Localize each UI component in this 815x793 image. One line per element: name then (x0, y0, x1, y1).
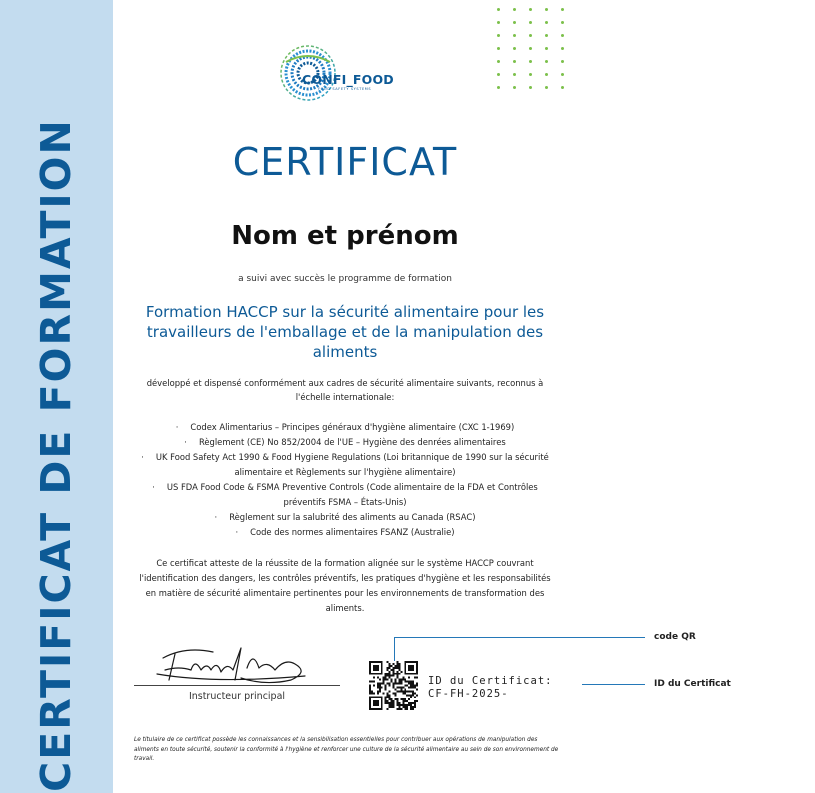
decorative-dot (545, 21, 548, 24)
qr-callout-label: code QR (654, 632, 696, 642)
frameworks-list (140, 420, 550, 540)
decorative-dot (545, 47, 548, 50)
qr-callout-line-vertical (394, 637, 395, 661)
certificate-id-label: ID du Certificat: (428, 675, 553, 687)
instructor-signature (155, 640, 315, 688)
decorative-dot (561, 47, 564, 50)
framework-item: · Codex Alimentarius – Principes généraux d'hygiène alimentaire (CXC 1-1969) (140, 420, 550, 435)
decorative-dot (497, 73, 500, 76)
decorative-dot (529, 21, 532, 24)
qr-code (369, 661, 418, 710)
decorative-dot (545, 60, 548, 63)
decorative-dot (545, 86, 548, 89)
decorative-dot (497, 86, 500, 89)
framework-item: · Règlement (CE) No 852/2004 de l'UE – Hygiène des denrées alimentaires (140, 435, 550, 450)
logo-brand-text: CONFI_FOOD (302, 72, 394, 87)
decorative-dot (497, 60, 500, 63)
signature-role-label: Instructeur principal (188, 691, 286, 702)
decorative-dot (513, 86, 516, 89)
decorative-dot (545, 73, 548, 76)
decorative-dot (497, 8, 500, 11)
decorative-dot (561, 34, 564, 37)
decorative-dot (561, 8, 564, 11)
decorative-dot (513, 47, 516, 50)
id-callout-label: ID du Certificat (654, 679, 731, 689)
framework-item: · US FDA Food Code & FSMA Preventive Controls (Code alimentaire de la FDA et Contrôles préventifs FSMA – États-Unis) (140, 480, 550, 510)
signature-line (134, 685, 340, 686)
program-title: Formation HACCP sur la sécurité alimentaire pour les travailleurs de l'emballage et de la manipulation des aliments (145, 303, 545, 361)
frameworks-intro: développé et dispensé conformément aux cadres de sécurité alimentaire suivants, reconnus à l'échelle internationale: (146, 378, 544, 402)
qr-callout-line (394, 637, 645, 638)
decorative-dot (529, 86, 532, 89)
decorative-dot (561, 86, 564, 89)
certification-statement: Ce certificat atteste de la réussite de la formation alignée sur le système HACCP couvrant l'identification des dangers, les contrôles préventifs, les pratiques d'hygiène et les responsabilités en matière de sécurité alimentaire pertinentes pour les environnements de transformation des aliments. (139, 558, 551, 613)
decorative-dot (561, 73, 564, 76)
certificate-id-value: CF-FH-2025- (428, 688, 509, 700)
decorative-dot (497, 21, 500, 24)
decorative-dot (561, 21, 564, 24)
disclaimer-text: Le titulaire de ce certificat possède les connaissances et la sensibilisation essentielles pour contribuer aux opérations de manipulation des aliments en toute sécurité, soutenir la conformité à l'hygiène et renforcer une culture de la sécurité alimentaire au sein de son environnement de travail. (134, 737, 559, 762)
decorative-dot (561, 60, 564, 63)
decorative-dot (529, 34, 532, 37)
decorative-dot (529, 60, 532, 63)
framework-item: · UK Food Safety Act 1990 & Food Hygiene Regulations (Loi britannique de 1990 sur la sécurité alimentaire et Règlements sur l'hygiène alimentaire) (140, 450, 550, 480)
decorative-dot (513, 34, 516, 37)
sidebar-band (0, 0, 113, 793)
decorative-dot (497, 47, 500, 50)
decorative-dot (513, 21, 516, 24)
sidebar-title: CERTIFICAT DE FORMATION (32, 118, 80, 792)
framework-item: · Code des normes alimentaires FSANZ (Australie) (140, 525, 550, 540)
recipient-name: Nom et prénom (231, 221, 459, 251)
decorative-dot (513, 73, 516, 76)
decorative-dot (513, 60, 516, 63)
decorative-dot (529, 73, 532, 76)
decorative-dot (497, 34, 500, 37)
decorative-dot (545, 8, 548, 11)
decorative-dot-grid (497, 8, 577, 96)
id-callout-line (582, 684, 645, 685)
logo-tagline: FOOD SAFETY SYSTEMS (318, 87, 372, 91)
decorative-dot (529, 8, 532, 11)
certificate-title: CERTIFICAT (232, 140, 458, 184)
decorative-dot (513, 8, 516, 11)
decorative-dot (529, 47, 532, 50)
decorative-dot (545, 34, 548, 37)
completion-intro: a suivi avec succès le programme de formation (238, 274, 452, 284)
framework-item: · Règlement sur la salubrité des aliments au Canada (RSAC) (140, 510, 550, 525)
